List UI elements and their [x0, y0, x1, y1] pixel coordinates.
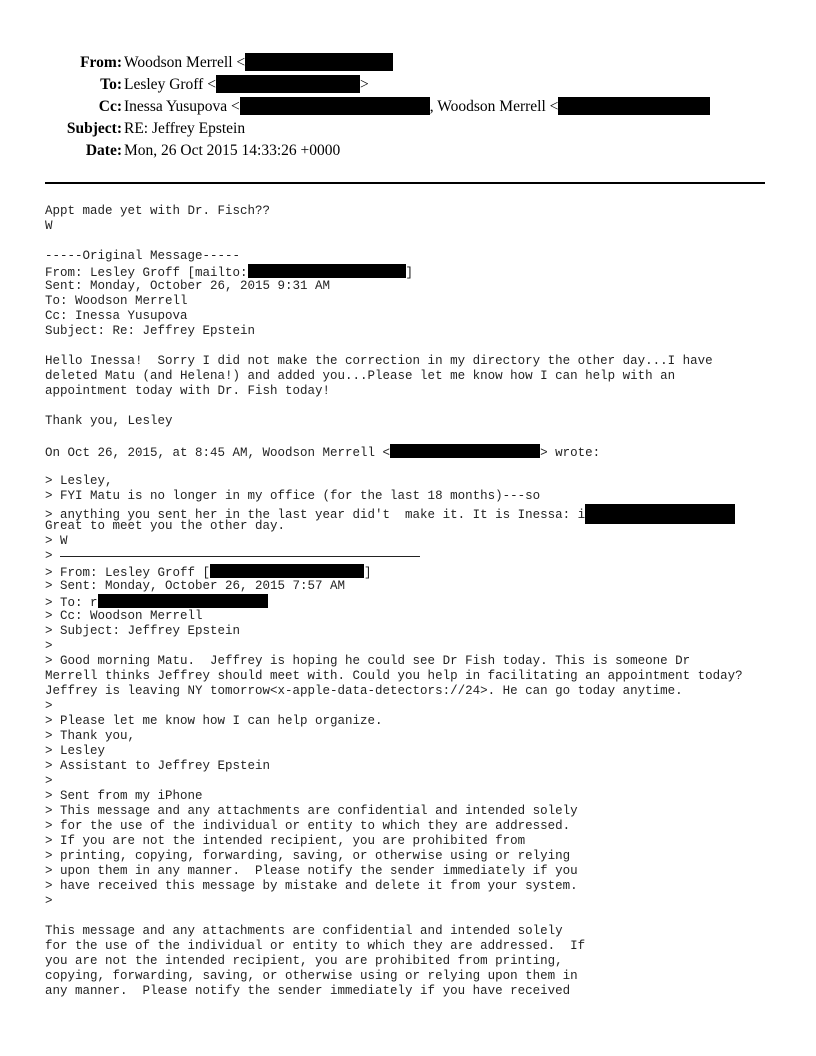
- from-label: From:: [80, 54, 122, 71]
- body-line: > Sent: Monday, October 26, 2015 7:57 AM: [45, 579, 346, 593]
- redaction-block: [558, 97, 710, 115]
- body-line: deleted Matu (and Helena!) and added you...Please let me know how I can help with an: [45, 369, 676, 383]
- body-line: To: Woodson Merrell: [45, 294, 188, 308]
- body-line: On Oct 26, 2015, at 8:45 AM, Woodson Merrell < > wrote:: [45, 446, 601, 460]
- body-line: Jeffrey is leaving NY tomorrow<x-apple-data-detectors://24>. He can go today anytime.: [45, 684, 683, 698]
- blank-line: [45, 339, 785, 354]
- redaction-block: [390, 444, 540, 458]
- body-line: > Subject: Jeffrey Epstein: [45, 624, 241, 638]
- to-label: To:: [100, 76, 122, 93]
- blank-line: [45, 459, 785, 474]
- subject-label: Subject:: [66, 120, 122, 137]
- body-line: Appt made yet with Dr. Fisch??: [45, 204, 271, 218]
- separator-underline: [60, 556, 420, 557]
- from-name: Woodson Merrell <: [124, 54, 246, 71]
- body-line: > Good morning Matu. Jeffrey is hoping he could see Dr Fish today. This is someone Dr: [45, 654, 691, 668]
- body-line: -----Original Message-----: [45, 249, 241, 263]
- email-header: [0, 52, 816, 162]
- body-line: > Thank you,: [45, 729, 136, 743]
- body-line: This message and any attachments are confidential and intended solely: [45, 924, 563, 938]
- body-line: > FYI Matu is no longer in my office (for the last 18 months)---so: [45, 489, 541, 503]
- body-line: > From: Lesley Groff [ ]: [45, 566, 372, 580]
- body-line: > printing, copying, forwarding, saving, or otherwise using or relying: [45, 849, 571, 863]
- redaction-block: [240, 97, 430, 115]
- body-line: Thank you, Lesley: [45, 414, 173, 428]
- cc-name: Inessa Yusupova <: [124, 98, 240, 115]
- body-line: for the use of the individual or entity to which they are addressed. If: [45, 939, 586, 953]
- blank-line: [45, 399, 785, 414]
- body-line: > anything you sent her in the last year did't make it. It is Inessa: i: [45, 504, 785, 519]
- subject-row: [0, 118, 816, 140]
- body-line: > have received this message by mistake and delete it from your system.: [45, 879, 578, 893]
- body-line: you are not the intended recipient, you are prohibited from printing,: [45, 954, 563, 968]
- date-label: Date:: [85, 142, 122, 159]
- body-line: Hello Inessa! Sorry I did not make the correction in my directory the other day...I have: [45, 354, 713, 368]
- body-line: any manner. Please notify the sender immediately if you have received: [45, 984, 571, 998]
- body-line: > To: r: [45, 594, 785, 609]
- subject-value: RE: Jeffrey Epstein: [124, 120, 246, 137]
- from-row: [0, 52, 816, 74]
- cc-row: [0, 96, 816, 118]
- header-divider: [45, 182, 765, 184]
- redaction-block: [585, 504, 735, 524]
- body-line: > Cc: Woodson Merrell: [45, 609, 203, 623]
- body-line: > Please let me know how I can help organize.: [45, 714, 383, 728]
- date-row: [0, 140, 816, 162]
- body-line: > If you are not the intended recipient, you are prohibited from: [45, 834, 526, 848]
- blank-line: [45, 429, 785, 444]
- body-line: appointment today with Dr. Fish today!: [45, 384, 331, 398]
- to-name: Lesley Groff <: [124, 76, 216, 93]
- body-line: Sent: Monday, October 26, 2015 9:31 AM: [45, 279, 331, 293]
- body-line: >: [45, 639, 53, 653]
- body-line: > for the use of the individual or entity to which they are addressed.: [45, 819, 571, 833]
- body-line: > Lesley,: [45, 474, 113, 488]
- body-line: Cc: Inessa Yusupova: [45, 309, 188, 323]
- blank-line: [45, 909, 785, 924]
- cc-separator: , Woodson Merrell <: [429, 98, 559, 115]
- to-close: >: [359, 76, 369, 93]
- redaction-block: [248, 264, 406, 278]
- body-line: > upon them in any manner. Please notify the sender immediately if you: [45, 864, 578, 878]
- redaction-block: [216, 75, 360, 93]
- to-row: [0, 74, 816, 96]
- blank-line: [45, 234, 785, 249]
- body-line: W: [45, 219, 53, 233]
- cc-label: Cc:: [98, 98, 122, 115]
- redaction-block: [210, 564, 364, 578]
- redaction-block: [98, 594, 268, 608]
- body-line: From: Lesley Groff [mailto: ]: [45, 266, 414, 280]
- email-body: [45, 204, 785, 999]
- body-line: > Lesley: [45, 744, 106, 758]
- redaction-block: [245, 53, 393, 71]
- body-line: Great to meet you the other day.: [45, 519, 286, 533]
- body-line: > W: [45, 534, 68, 548]
- body-line: >: [45, 699, 53, 713]
- date-value: Mon, 26 Oct 2015 14:33:26 +0000: [124, 142, 341, 159]
- body-line: copying, forwarding, saving, or otherwise using or relying upon them in: [45, 969, 578, 983]
- body-line: Merrell thinks Jeffrey should meet with. Could you help in facilitating an appointment today?: [45, 669, 743, 683]
- body-line: > This message and any attachments are confidential and intended solely: [45, 804, 578, 818]
- body-line: Subject: Re: Jeffrey Epstein: [45, 324, 256, 338]
- body-line: > Assistant to Jeffrey Epstein: [45, 759, 271, 773]
- body-line: > Sent from my iPhone: [45, 789, 203, 803]
- body-line: >: [45, 549, 785, 564]
- body-line: >: [45, 774, 53, 788]
- body-line: >: [45, 894, 53, 908]
